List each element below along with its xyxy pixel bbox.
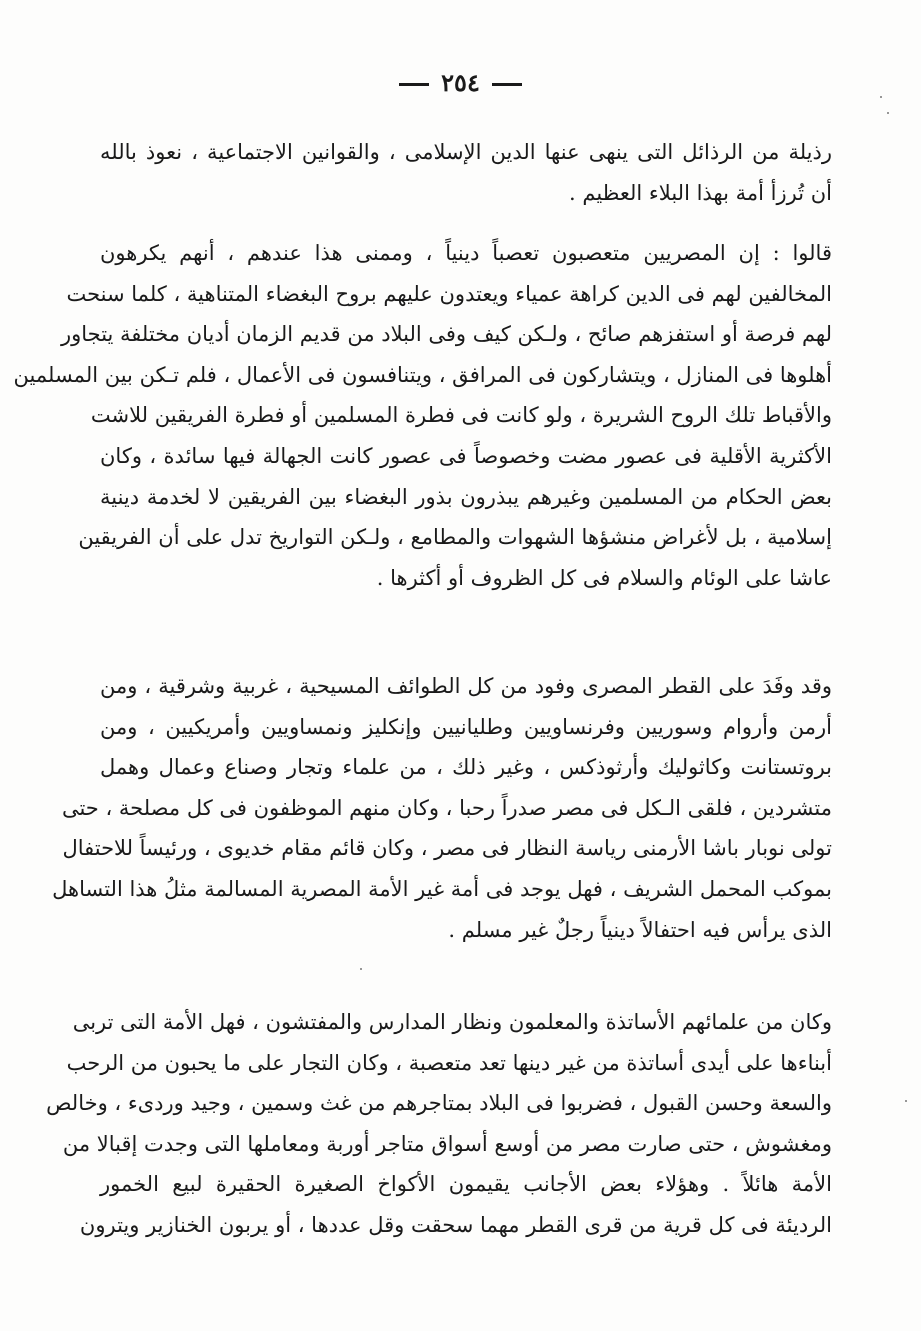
paper-speck xyxy=(905,1100,907,1102)
text-line: تولى نوبار باشا الأرمنى رياسة النظار فى مصر ، وكان قائم مقام خديوى ، ورئيساً للاحتفال xyxy=(62,836,832,861)
page-number xyxy=(0,68,921,97)
right-dash xyxy=(399,83,429,86)
text-line: المخالفين لهم فى الدين كراهة عمياء ويعتدون عليهم بروح البغضاء المتناهية ، كلما سنحت xyxy=(66,281,832,306)
text-line: أبناءها على أيدى أساتذة من غير دينها تعد متعصبة ، وكان التجار على ما يحبون من الرحب xyxy=(66,1050,832,1075)
paragraph-3 xyxy=(52,666,832,950)
text-line: أن تُرزأ أمة بهذا البلاء العظيم . xyxy=(569,180,832,205)
text-line: بعض الحكام من المسلمين وغيرهم يبذرون بذور البغضاء بين الفريقين لا لخدمة دينية xyxy=(100,484,832,509)
text-line: رذيلة من الرذائل التى ينهى عنها الدين الإسلامى ، والقوانين الاجتماعية ، نعوذ بالله xyxy=(100,140,832,164)
paragraph-1 xyxy=(100,132,832,213)
paper-speck xyxy=(887,112,889,114)
text-line: الأكثرية الأقلية فى عصور مضت وخصوصاً فى عصور كانت الجهالة فيها سائدة ، وكان xyxy=(100,443,832,468)
text-line: الذى يرأس فيه احتفالاً دينياً رجلٌ غير مسلم . xyxy=(448,917,832,942)
paper-speck xyxy=(880,96,882,98)
text-line: أهلوها فى المنازل ، ويتشاركون فى المرافق ، ويتنافسون فى الأعمال ، فلم تـكن بين المسلمين xyxy=(13,362,832,387)
page-number-text: ٢٥٤ xyxy=(441,68,480,97)
text-line: عاشا على الوئام والسلام فى كل الظروف أو أكثرها . xyxy=(376,565,832,590)
text-line: وقد وفَدَ على القطر المصرى وفود من كل الطوائف المسيحية ، غربية وشرقية ، ومن xyxy=(100,674,832,698)
text-line: بموكب المحمل الشريف ، فهل يوجد فى أمة غير الأمة المصرية المسالمة مثلُ هذا التساهل xyxy=(52,876,832,901)
paper-speck xyxy=(360,968,362,970)
text-line: إسلامية ، بل لأغراض منشؤها الشهوات والمطامع ، ولـكن التواريخ تدل على أن الفريقين xyxy=(78,525,832,550)
text-line: والأقباط تلك الروح الشريرة ، ولو كانت فى فطرة المسلمين أو فطرة الفريقين للاشت xyxy=(90,403,832,428)
text-line: متشردين ، فلقى الـكل فى مصر صدراً رحبا ، وكان منهم الموظفون فى كل مصلحة ، حتى xyxy=(61,795,832,820)
text-line: والسعة وحسن القبول ، فضربوا فى البلاد بمتاجرهم من غث وسمين ، وجيد وردىء ، وخالص xyxy=(46,1091,832,1116)
left-dash xyxy=(492,83,522,86)
text-line: الرديئة فى كل قرية من قرى القطر مهما سحقت وقل عددها ، أو يربون الخنازير ويترون xyxy=(79,1212,832,1237)
text-line: وكان من علمائهم الأساتذة والمعلمون ونظار المدارس والمفتشون ، فهل الأمة التى تربى xyxy=(72,1010,832,1034)
text-line: لهم فرصة أو استفزهم صائح ، ولـكن كيف وفى البلاد من قديم الزمان أديان مختلفة يتجاور xyxy=(60,322,832,347)
paragraph-2 xyxy=(13,233,832,598)
text-line: ومغشوش ، حتى صارت مصر من أوسع أسواق متاجر أوربة ومعاملها التى وجدت إقبالا من xyxy=(62,1131,832,1156)
paragraph-4 xyxy=(46,1002,832,1246)
text-line: الأمة هائلاً . وهؤلاء بعض الأجانب يقيمون الأكواخ الصغيرة الحقيرة لبيع الخمور xyxy=(100,1172,832,1197)
text-line: أرمن وأروام وسوريين وفرنساويين وطليانيين وإنكليز ونمساويين وأمريكيين ، ومن xyxy=(100,714,832,739)
text-line: قالوا : إن المصريين متعصبون تعصباً دينياً ، وممنى هذا عندهم ، أنهم يكرهون xyxy=(100,241,832,265)
text-line: بروتستانت وكاثوليك وأرثوذكس ، وغير ذلك ، من علماء وتجار وصناع وعمال وهمل xyxy=(100,755,832,780)
